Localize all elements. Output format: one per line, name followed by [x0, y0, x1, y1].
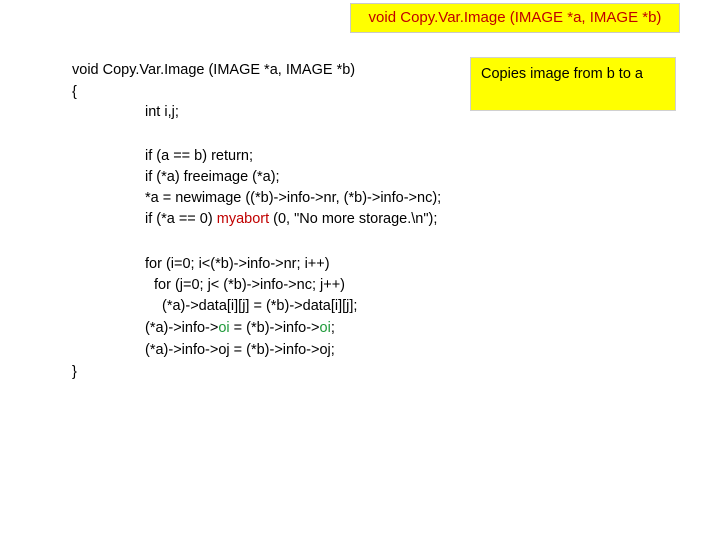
code-line-for-i: for (i=0; i<(*b)->info->nr; i++) [145, 256, 330, 272]
title-banner [350, 3, 680, 33]
code-line-oj: (*a)->info->oj = (*b)->info->oj; [145, 342, 335, 358]
code-line-check [145, 209, 437, 229]
close-brace: } [72, 364, 77, 380]
code-block [0, 0, 442, 380]
code-line-oi [145, 318, 335, 338]
code-text: = (*b)->info-> [229, 320, 320, 336]
code-text: ; [330, 320, 335, 336]
code-text: (0, "No more storage.\n"); [269, 211, 438, 227]
code-text: if (*a == 0) [145, 211, 217, 227]
slide-title: void Copy.Var.Image (IMAGE *a, IMAGE *b) [368, 9, 662, 26]
code-line-new: *a = newimage ((*b)->info->nr, (*b)->info->nc); [145, 190, 442, 206]
function-signature: void Copy.Var.Image (IMAGE *a, IMAGE *b) [72, 62, 356, 78]
open-brace: { [72, 84, 77, 100]
variable-declaration: int i,j; [145, 104, 179, 120]
code-line-assign-data: (*a)->data[i][j] = (*b)->data[i][j]; [162, 298, 358, 314]
code-text: (*a)->info-> [145, 320, 219, 336]
code-line-for-j: for (j=0; j< (*b)->info->nc; j++) [154, 277, 345, 293]
function-call-myabort: myabort [216, 211, 270, 227]
code-line-free: if (*a) freeimage (*a); [145, 169, 280, 185]
code-line-if-equal: if (a == b) return; [145, 148, 253, 164]
field-oi: oi [218, 320, 230, 336]
note-callout: Copies image from b to a [470, 57, 676, 111]
field-oi: oi [319, 320, 331, 336]
